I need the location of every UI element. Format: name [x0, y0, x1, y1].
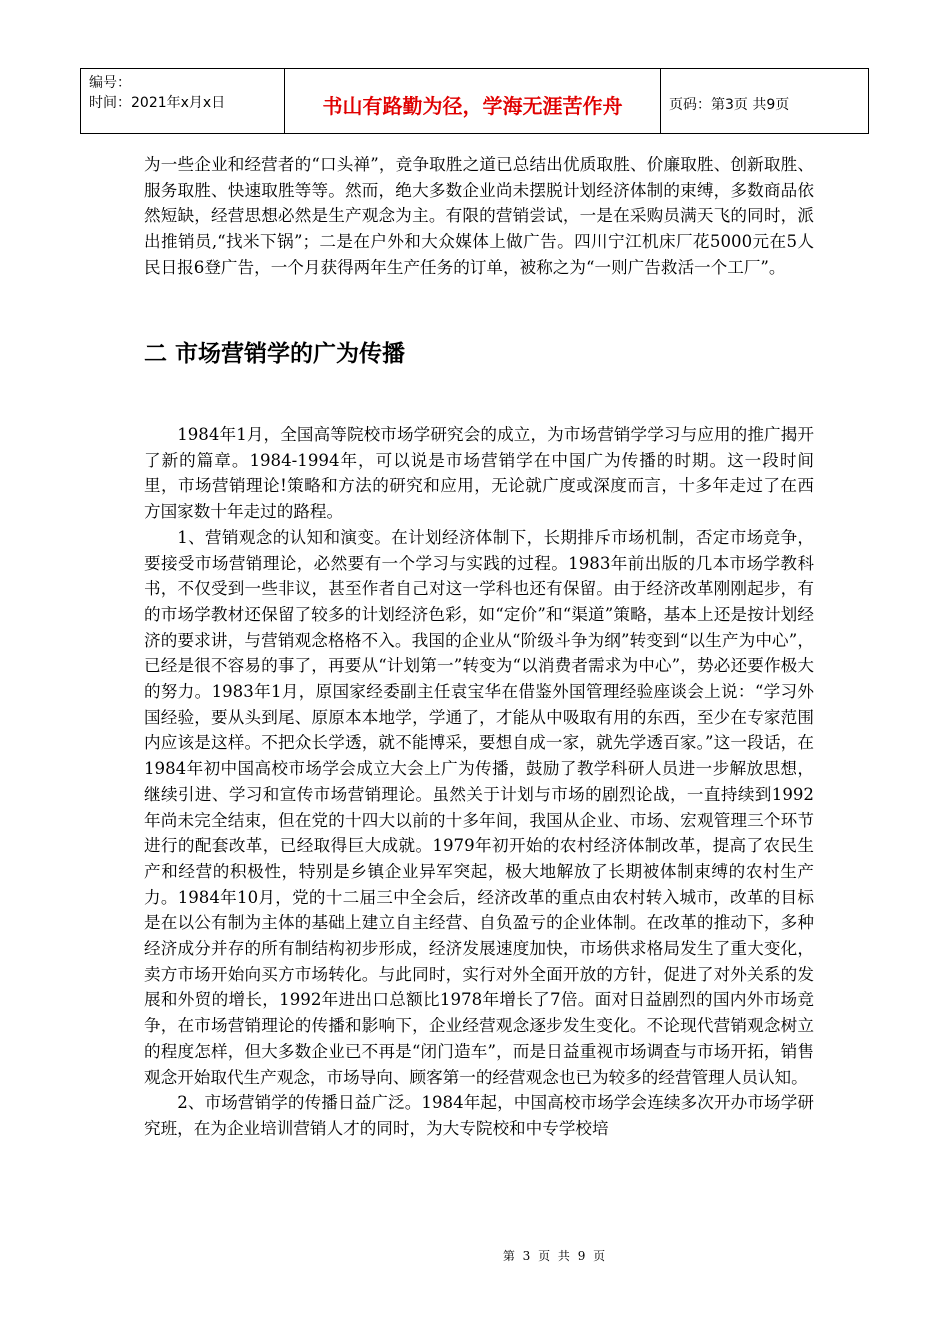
header-meta — [81, 69, 285, 133]
body-paragraph-2: 1、营销观念的认知和演变。在计划经济体制下，长期排斥市场机制，否定市场竞争，要接受市场营销理论，必然要有一个学习与实践的过程。1983年前出版的几本市场学教科书，不仅受到一些非议，甚至作者自己对这一学科也还有保留。由于经济改革刚刚起步，有的市场学教材还保留了较多的计划经济色彩，如“定价”和“渠道”策略，基本上还是按计划经济的要求讲，与营销观念格格不入。我国的企业从“阶级斗争为纲”转变到“以生产为中心”，已经是很不容易的事了，再要从“计划第一”转变为“以消费者需求为中心”，势必还要作极大的努力。1983年1月，原国家经委副主任袁宝华在借鉴外国管理经验座谈会上说：“学习外国经验，要从头到尾、原原本本地学，学通了，才能从中吸取有用的东西，至少在专家范围内应该是这样。不把众长学透，就不能博采，要想自成一家，就先学透百家。”这一段话，在1984年初中国高校市场学会成立大会上广为传播，鼓励了教学科研人员进一步解放思想，继续引进、学习和宣传市场营销理论。虽然关于计划与市场的剧烈论战，一直持续到1992年尚未完全结束，但在党的十四大以前的十多年间，我国从企业、市场、宏观管理三个环节进行的配套改革，已经取得巨大成就。1979年初开始的农村经济体制改革，提高了农民生产和经营的积极性，特别是乡镇企业异军突起，极大地解放了长期被体制束缚的农村生产力。1984年10月，党的十二届三中全会后，经济改革的重点由农村转入城市，改革的目标是在以公有制为主体的基础上建立自主经营、自负盈亏的企业体制。在改革的推动下，多种经济成分并存的所有制结构初步形成，经济发展速度加快，市场供求格局发生了重大变化，卖方市场开始向买方市场转化。与此同时，实行对外全面开放的方针，促进了对外关系的发展和外贸的增长，1992年进出口总额比1978年增长了7倍。面对日益剧烈的国内外市场竞争，在市场营销理论的传播和影响下，企业经营观念逐步发生变化。不论现代营销观念树立的程度怎样，但大多数企业已不再是“闭门造车”，而是日益重视市场调查与市场开拓，销售观念开始取代生产观念，市场导向、顾客第一的经营观念也已为较多的经营管理人员认知。 — [144, 527, 814, 1087]
body-paragraph-3: 2、市场营销学的传播日益广泛。1984年起，中国高校市场学会连续多次开办市场学研究班，在为企业培训营销人才的同时，为大专院校和中专学校培 — [144, 1093, 814, 1138]
page-footer: 第 3 页 共 9 页 — [502, 1249, 608, 1263]
header-page-info: 页码：第3页 共9页 — [669, 97, 790, 113]
document-number-label: 编号： — [89, 75, 131, 91]
intro-section — [144, 152, 814, 281]
intro-paragraph: 为一些企业和经营者的“口头禅”，竞争取胜之道已总结出优质取胜、价廉取胜、创新取胜、服务取胜、快速取胜等等。然而，绝大多数企业尚未摆脱计划经济体制的束缚，多数商品依然短缺，经营思想必然是生产观念为主。有限的营销尝试，一是在采购员满天飞的同时，派出推销员,“找米下锅”；二是在户外和大众媒体上做广告。四川宁江机床厂花5000元在5人民日报6登广告，一个月获得两年生产任务的订单，被称之为“一则广告救活一个工厂”。 — [144, 155, 814, 277]
document-date-label: 时间：2021年x月x日 — [89, 95, 226, 111]
body-paragraph-1: 1984年1月，全国高等院校市场学研究会的成立，为市场营销学学习与应用的推广揭开了新的篇章。1984-1994年，可以说是市场营销学在中国广为传播的时期。这一段时间里，市场营销理论!策略和方法的研究和应用，无论就广度或深度而言，十多年走过了在西方国家数十年走过的路程。 — [144, 425, 814, 522]
header-motto: 书山有路勤为径，学海无涯苦作舟 — [285, 69, 661, 133]
document-header — [80, 68, 869, 134]
body-section — [144, 422, 814, 1142]
section-title: 二 市场营销学的广为传播 — [144, 341, 406, 367]
